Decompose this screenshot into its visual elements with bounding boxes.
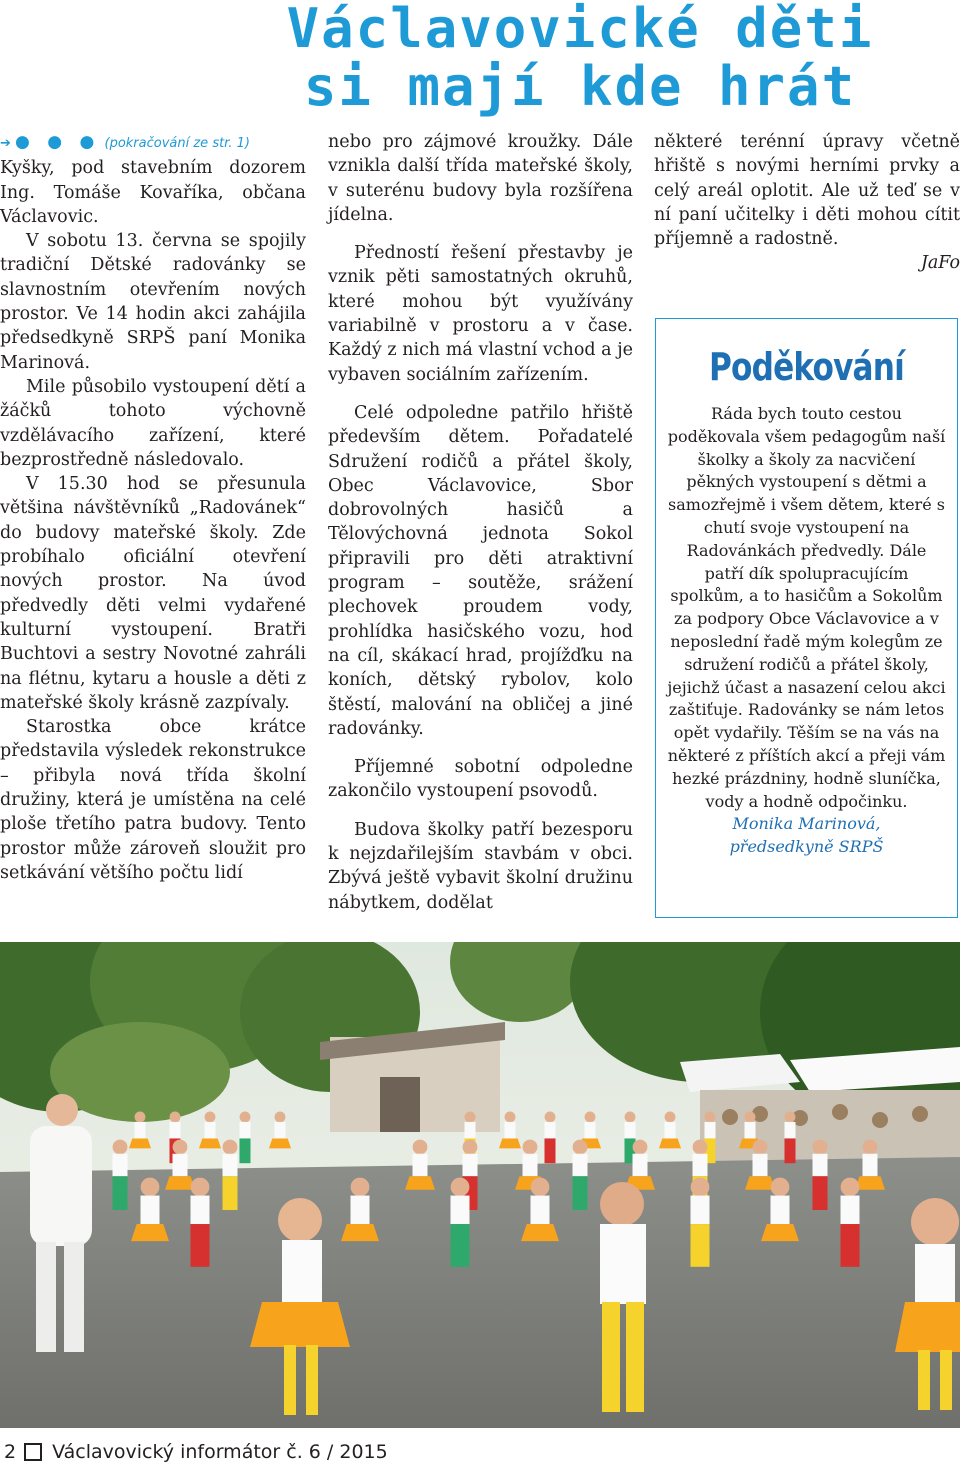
arrow-icon: ➔ <box>0 136 11 151</box>
child-boy <box>113 1140 128 1210</box>
paragraph: Starostka obce krátce představila výsledek rekonstrukce – přibyla nová třída školní družiny, která je umístěna na celé ploše třetího patra budovy. Tento prostor může zároveň sloužit pro setkávání většího počtu lidí <box>0 717 306 883</box>
paragraph: nebo pro zájmové kroužky. Dále vznikla další třída mateřské školy, v suterénu budovy byla rozšířena jídelna. <box>328 132 633 225</box>
thanks-signer: Monika Marinová, <box>732 814 881 834</box>
paragraph: V 15.30 hod se přesunula většina návštěvníků „Radovánek“ do budovy mateřské školy. Zde probíhalo oficiální otevření nových prostor. Na úvod předvedly děti velmi vydařené kulturní vystoupení. Bratři Buchtovi a sestry Novotné zahráli na flétnu, kytaru a housle a děti z mateřské školy krásně zazpívaly. <box>0 474 306 713</box>
continuation-text: (pokračování ze str. 1) <box>104 136 250 151</box>
paragraph: Kyšky, pod stavebním dozorem Ing. Tomáše Kovaříka, občana Václavovic. <box>0 158 306 227</box>
paragraph: Mile působilo vystoupení dětí a žáčků tohoto výchovně vzdělávacího zařízení, které bezprostředně následovalo. <box>0 376 306 470</box>
page-footer <box>4 1440 388 1464</box>
paragraph: Předností řešení přestavby je vznik pěti samostatných okruhů, které mohou být využívány variabilně v prostoru a v čase. Každý z nich má vlastní vchod a je vybaven sociálním zařízením. <box>328 243 633 385</box>
author-signature: JaFo <box>920 253 960 274</box>
child-boy <box>223 1140 238 1210</box>
thanks-signer-role: předsedkyně SRPŠ <box>729 837 884 857</box>
paragraph: Celé odpoledne patřilo hřiště především dětem. Pořadatelé Sdružení rodičů a přátel školy, Obec Václavovice, Sbor dobrovolných hasičů a Tělovýchovná jednota Sokol připravili pro děti atraktivní program – soutěže, srážení plechovek proudem vody, prohlídka hasičského vozu, hod na cíl, skákací hrad, projížďku na koních, dětský rybolov, kolo štěstí, malování na obličej a jiné radovánky. <box>328 402 633 739</box>
paragraph: některé terénní úpravy včetně hřiště s novými herními prvky a celý areál oplotit. Ale už teď se v ní paní učitelky i děti mohou cítit příjemně a radostně. <box>654 132 960 250</box>
child-boy <box>691 1178 710 1267</box>
column-2 <box>328 130 633 915</box>
paragraph: Budova školky patří bezesporu k nejzdařilejším stavbám v obci. Zbývá ještě vybavit školní družinu nábytkem, dodělat <box>328 819 633 913</box>
event-photo <box>0 942 960 1428</box>
page-number: 2 <box>4 1441 17 1463</box>
child-boy <box>240 1112 251 1164</box>
bullet-dots-icon: ● ● ● <box>15 132 101 152</box>
column-3 <box>654 130 960 276</box>
children-dancing-photo <box>0 942 960 1428</box>
thanks-body: Ráda bych touto cestou poděkovala všem pedagogům naší školky a školy za nacvičení pěkných vystoupení s dětmi a samozřejmě i všem dětem, které s chutí svoje vystoupení na Radovánkách předvedly. Dále patří dík spolupracujícím spolkům, a to hasičům a Sokolům za podpory Obce Václavovice a v neposlední řadě mým kolegům ze sdružení rodičů a přátel školy, jejichž účast a nasazení celou akci zaštiťuje. Radovánky se nám letos opět vydařily. Těším se na vás na některé z příštích akcí a přeji vám hezké prázdniny, hodně sluníčka, vody a hodně odpočinku. <box>667 404 946 811</box>
child-boy <box>451 1178 470 1267</box>
child-boy <box>573 1140 588 1210</box>
column-1 <box>0 130 306 885</box>
square-icon <box>24 1443 42 1461</box>
child-boy <box>191 1178 210 1267</box>
publication-name: Václavovický informátor č. 6 / 2015 <box>52 1441 388 1463</box>
continuation-note <box>0 130 306 156</box>
paragraph: V sobotu 13. června se spojily tradiční Dětské radovánky se slavnostním otevřením nových prostor. Ve 14 hodin akci zahájila předsedkyně SRPŠ paní Monika Marinová. <box>0 231 306 373</box>
child-boy <box>813 1140 828 1210</box>
thanks-box <box>655 318 958 918</box>
paragraph: Příjemné sobotní odpoledne zakončilo vystoupení psovodů. <box>328 757 633 802</box>
thanks-heading: Poděkování <box>709 345 904 389</box>
title-line-1: Václavovické děti <box>286 0 874 60</box>
child-boy <box>785 1112 796 1164</box>
title-line-2: si mají kde hrát <box>303 55 857 118</box>
article-title <box>200 0 960 116</box>
child-boy <box>545 1112 556 1164</box>
child-boy <box>841 1178 860 1267</box>
